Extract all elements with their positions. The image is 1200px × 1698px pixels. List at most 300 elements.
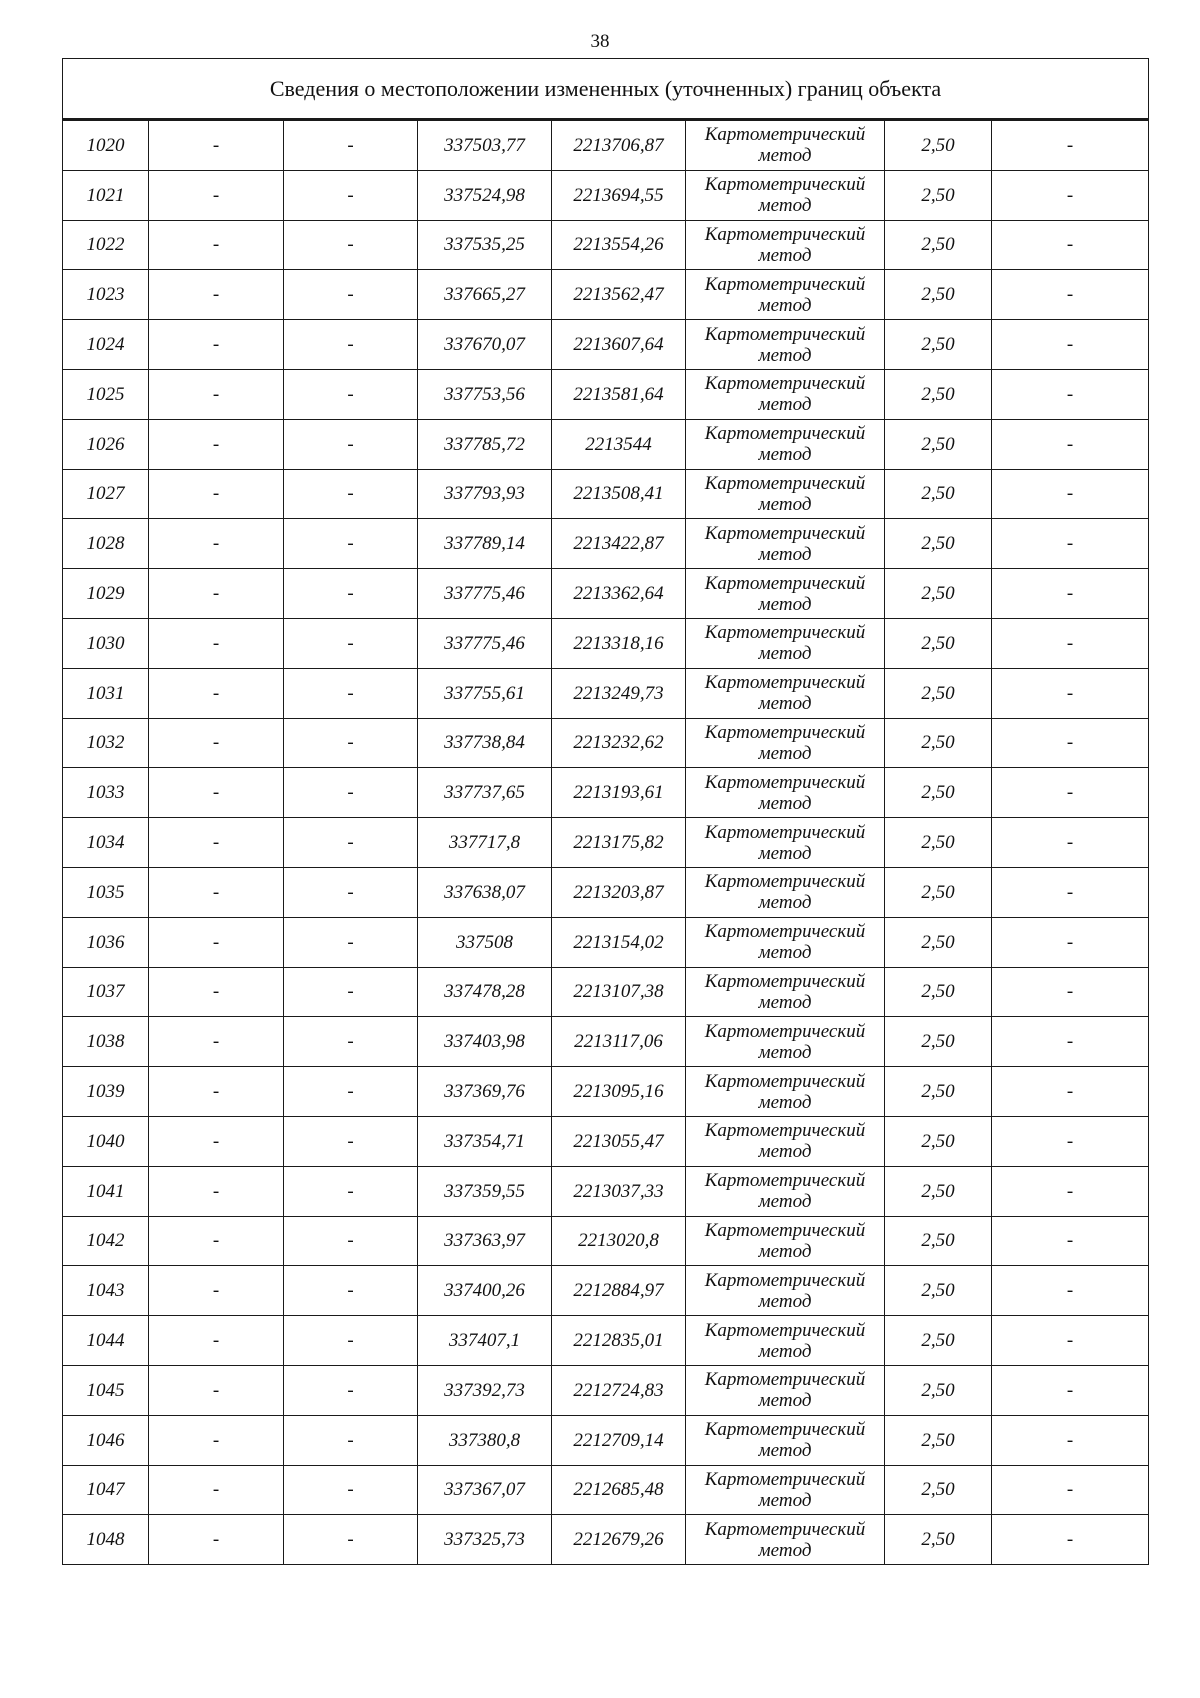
- method-text: Картометрический: [704, 1070, 866, 1092]
- y-coordinate-cell: 2213232,62: [552, 718, 686, 768]
- empty-cell: -: [284, 768, 418, 818]
- empty-cell: -: [149, 1415, 284, 1465]
- y-coordinate-cell: 2213037,33: [552, 1166, 686, 1216]
- method-text: Картометрический: [704, 423, 866, 445]
- y-coordinate-cell: 2213362,64: [552, 569, 686, 619]
- point-number-cell: 1041: [63, 1166, 149, 1216]
- x-coordinate-cell: 337670,07: [418, 320, 552, 370]
- empty-cell: -: [992, 668, 1149, 718]
- y-coordinate-cell: 2213249,73: [552, 668, 686, 718]
- table-row: [63, 120, 1149, 171]
- table-row: [63, 369, 1149, 419]
- table-row: [63, 1216, 1149, 1266]
- empty-cell: -: [149, 369, 284, 419]
- empty-cell: -: [992, 768, 1149, 818]
- accuracy-cell: 2,50: [885, 1067, 992, 1117]
- empty-cell: -: [149, 718, 284, 768]
- accuracy-cell: 2,50: [885, 569, 992, 619]
- x-coordinate-cell: 337755,61: [418, 668, 552, 718]
- accuracy-cell: 2,50: [885, 1415, 992, 1465]
- method-text: метод: [758, 145, 812, 167]
- empty-cell: -: [284, 1017, 418, 1067]
- empty-cell: -: [284, 1067, 418, 1117]
- method-cell: [686, 1465, 885, 1515]
- y-coordinate-cell: 2213175,82: [552, 818, 686, 868]
- empty-cell: -: [992, 967, 1149, 1017]
- accuracy-cell: 2,50: [885, 1017, 992, 1067]
- accuracy-cell: 2,50: [885, 120, 992, 171]
- method-text: метод: [758, 493, 812, 515]
- empty-cell: -: [992, 1515, 1149, 1565]
- empty-cell: -: [992, 1216, 1149, 1266]
- method-cell: [686, 569, 885, 619]
- empty-cell: -: [149, 120, 284, 171]
- table-row: [63, 1515, 1149, 1565]
- y-coordinate-cell: 2213706,87: [552, 120, 686, 171]
- empty-cell: -: [992, 369, 1149, 419]
- empty-cell: -: [149, 618, 284, 668]
- method-text: Картометрический: [704, 871, 866, 893]
- x-coordinate-cell: 337403,98: [418, 1017, 552, 1067]
- method-cell: [686, 369, 885, 419]
- method-cell: [686, 917, 885, 967]
- empty-cell: -: [149, 818, 284, 868]
- empty-cell: -: [992, 1415, 1149, 1465]
- x-coordinate-cell: 337785,72: [418, 419, 552, 469]
- x-coordinate-cell: 337508: [418, 917, 552, 967]
- point-number-cell: 1048: [63, 1515, 149, 1565]
- empty-cell: -: [284, 818, 418, 868]
- table-row: [63, 718, 1149, 768]
- method-text: метод: [758, 942, 812, 964]
- accuracy-cell: 2,50: [885, 718, 992, 768]
- method-text: метод: [758, 195, 812, 217]
- accuracy-cell: 2,50: [885, 1216, 992, 1266]
- table-row: [63, 170, 1149, 220]
- method-text: Картометрический: [704, 1269, 866, 1291]
- x-coordinate-cell: 337717,8: [418, 818, 552, 868]
- point-number-cell: 1034: [63, 818, 149, 868]
- method-text: метод: [758, 1539, 812, 1561]
- empty-cell: -: [149, 519, 284, 569]
- accuracy-cell: 2,50: [885, 519, 992, 569]
- method-text: Картометрический: [704, 1419, 866, 1441]
- empty-cell: -: [992, 120, 1149, 171]
- y-coordinate-cell: 2213508,41: [552, 469, 686, 519]
- x-coordinate-cell: 337793,93: [418, 469, 552, 519]
- y-coordinate-cell: 2213203,87: [552, 867, 686, 917]
- empty-cell: -: [992, 1365, 1149, 1415]
- empty-cell: -: [284, 1166, 418, 1216]
- empty-cell: -: [149, 1166, 284, 1216]
- method-text: Картометрический: [704, 572, 866, 594]
- method-cell: [686, 170, 885, 220]
- y-coordinate-cell: 2213544: [552, 419, 686, 469]
- empty-cell: -: [992, 818, 1149, 868]
- empty-cell: -: [992, 270, 1149, 320]
- point-number-cell: 1043: [63, 1266, 149, 1316]
- point-number-cell: 1035: [63, 867, 149, 917]
- y-coordinate-cell: 2213694,55: [552, 170, 686, 220]
- empty-cell: -: [284, 170, 418, 220]
- accuracy-cell: 2,50: [885, 867, 992, 917]
- accuracy-cell: 2,50: [885, 469, 992, 519]
- method-cell: [686, 220, 885, 270]
- x-coordinate-cell: 337738,84: [418, 718, 552, 768]
- table-row: [63, 867, 1149, 917]
- empty-cell: -: [149, 1216, 284, 1266]
- point-number-cell: 1020: [63, 120, 149, 171]
- y-coordinate-cell: 2213422,87: [552, 519, 686, 569]
- y-coordinate-cell: 2213581,64: [552, 369, 686, 419]
- y-coordinate-cell: 2213020,8: [552, 1216, 686, 1266]
- method-cell: [686, 120, 885, 171]
- point-number-cell: 1040: [63, 1116, 149, 1166]
- empty-cell: -: [284, 668, 418, 718]
- empty-cell: -: [149, 867, 284, 917]
- y-coordinate-cell: 2213554,26: [552, 220, 686, 270]
- empty-cell: -: [284, 917, 418, 967]
- point-number-cell: 1021: [63, 170, 149, 220]
- empty-cell: -: [992, 519, 1149, 569]
- empty-cell: -: [992, 1067, 1149, 1117]
- method-text: Картометрический: [704, 223, 866, 245]
- empty-cell: -: [992, 320, 1149, 370]
- empty-cell: -: [284, 569, 418, 619]
- table-row: [63, 1017, 1149, 1067]
- empty-cell: -: [992, 220, 1149, 270]
- method-cell: [686, 1316, 885, 1366]
- x-coordinate-cell: 337638,07: [418, 867, 552, 917]
- method-text: Картометрический: [704, 1468, 866, 1490]
- empty-cell: -: [149, 668, 284, 718]
- method-cell: [686, 469, 885, 519]
- table-row: [63, 569, 1149, 619]
- point-number-cell: 1023: [63, 270, 149, 320]
- empty-cell: -: [284, 419, 418, 469]
- method-cell: [686, 1166, 885, 1216]
- method-cell: [686, 1116, 885, 1166]
- method-text: Картометрический: [704, 522, 866, 544]
- point-number-cell: 1032: [63, 718, 149, 768]
- method-cell: [686, 519, 885, 569]
- boundary-table: [62, 58, 1149, 1565]
- empty-cell: -: [284, 1465, 418, 1515]
- method-cell: [686, 618, 885, 668]
- method-text: метод: [758, 742, 812, 764]
- x-coordinate-cell: 337737,65: [418, 768, 552, 818]
- method-text: метод: [758, 1091, 812, 1113]
- accuracy-cell: 2,50: [885, 618, 992, 668]
- method-cell: [686, 419, 885, 469]
- table-row: [63, 1365, 1149, 1415]
- method-text: метод: [758, 1041, 812, 1063]
- accuracy-cell: 2,50: [885, 170, 992, 220]
- method-cell: [686, 718, 885, 768]
- y-coordinate-cell: 2213154,02: [552, 917, 686, 967]
- empty-cell: -: [284, 519, 418, 569]
- y-coordinate-cell: 2213318,16: [552, 618, 686, 668]
- method-text: Картометрический: [704, 622, 866, 644]
- empty-cell: -: [284, 1316, 418, 1366]
- empty-cell: -: [992, 718, 1149, 768]
- empty-cell: -: [992, 917, 1149, 967]
- method-text: Картометрический: [704, 472, 866, 494]
- empty-cell: -: [992, 867, 1149, 917]
- empty-cell: -: [992, 569, 1149, 619]
- accuracy-cell: 2,50: [885, 419, 992, 469]
- table-row: [63, 320, 1149, 370]
- y-coordinate-cell: 2213055,47: [552, 1116, 686, 1166]
- method-cell: [686, 668, 885, 718]
- method-text: Картометрический: [704, 821, 866, 843]
- empty-cell: -: [149, 320, 284, 370]
- accuracy-cell: 2,50: [885, 1465, 992, 1515]
- table-row: [63, 419, 1149, 469]
- empty-cell: -: [284, 120, 418, 171]
- method-cell: [686, 1515, 885, 1565]
- table-row: [63, 668, 1149, 718]
- empty-cell: -: [284, 220, 418, 270]
- accuracy-cell: 2,50: [885, 320, 992, 370]
- point-number-cell: 1033: [63, 768, 149, 818]
- y-coordinate-cell: 2213193,61: [552, 768, 686, 818]
- method-text: Картометрический: [704, 1518, 866, 1540]
- empty-cell: -: [284, 1116, 418, 1166]
- x-coordinate-cell: 337478,28: [418, 967, 552, 1017]
- method-text: Картометрический: [704, 1020, 866, 1042]
- x-coordinate-cell: 337380,8: [418, 1415, 552, 1465]
- x-coordinate-cell: 337503,77: [418, 120, 552, 171]
- point-number-cell: 1046: [63, 1415, 149, 1465]
- point-number-cell: 1026: [63, 419, 149, 469]
- method-cell: [686, 1017, 885, 1067]
- method-text: метод: [758, 244, 812, 266]
- empty-cell: -: [992, 1166, 1149, 1216]
- point-number-cell: 1044: [63, 1316, 149, 1366]
- point-number-cell: 1027: [63, 469, 149, 519]
- empty-cell: -: [149, 967, 284, 1017]
- method-text: метод: [758, 1489, 812, 1511]
- method-text: метод: [758, 1290, 812, 1312]
- empty-cell: -: [284, 618, 418, 668]
- method-cell: [686, 1415, 885, 1465]
- method-text: Картометрический: [704, 970, 866, 992]
- point-number-cell: 1025: [63, 369, 149, 419]
- x-coordinate-cell: 337753,56: [418, 369, 552, 419]
- method-text: Картометрический: [704, 273, 866, 295]
- accuracy-cell: 2,50: [885, 270, 992, 320]
- y-coordinate-cell: 2212724,83: [552, 1365, 686, 1415]
- accuracy-cell: 2,50: [885, 369, 992, 419]
- table-row: [63, 469, 1149, 519]
- method-text: Картометрический: [704, 1219, 866, 1241]
- empty-cell: -: [992, 1116, 1149, 1166]
- method-text: Картометрический: [704, 174, 866, 196]
- accuracy-cell: 2,50: [885, 1266, 992, 1316]
- x-coordinate-cell: 337665,27: [418, 270, 552, 320]
- method-text: Картометрический: [704, 1170, 866, 1192]
- empty-cell: -: [284, 1415, 418, 1465]
- point-number-cell: 1045: [63, 1365, 149, 1415]
- empty-cell: -: [992, 1017, 1149, 1067]
- empty-cell: -: [284, 1216, 418, 1266]
- x-coordinate-cell: 337775,46: [418, 569, 552, 619]
- table-row: [63, 1266, 1149, 1316]
- point-number-cell: 1042: [63, 1216, 149, 1266]
- y-coordinate-cell: 2212709,14: [552, 1415, 686, 1465]
- empty-cell: -: [284, 718, 418, 768]
- method-text: метод: [758, 394, 812, 416]
- empty-cell: -: [149, 469, 284, 519]
- method-text: Картометрический: [704, 921, 866, 943]
- accuracy-cell: 2,50: [885, 1515, 992, 1565]
- method-text: метод: [758, 1191, 812, 1213]
- empty-cell: -: [992, 469, 1149, 519]
- table-row: [63, 768, 1149, 818]
- point-number-cell: 1037: [63, 967, 149, 1017]
- method-text: Картометрический: [704, 721, 866, 743]
- method-text: метод: [758, 1340, 812, 1362]
- y-coordinate-cell: 2213107,38: [552, 967, 686, 1017]
- table-row: [63, 1166, 1149, 1216]
- x-coordinate-cell: 337359,55: [418, 1166, 552, 1216]
- method-text: метод: [758, 693, 812, 715]
- table-row: [63, 618, 1149, 668]
- method-text: метод: [758, 1240, 812, 1262]
- method-text: Картометрический: [704, 672, 866, 694]
- page-number: 38: [590, 31, 610, 52]
- empty-cell: -: [149, 1515, 284, 1565]
- method-text: метод: [758, 792, 812, 814]
- method-cell: [686, 1216, 885, 1266]
- method-text: Картометрический: [704, 323, 866, 345]
- empty-cell: -: [992, 618, 1149, 668]
- method-text: метод: [758, 842, 812, 864]
- table-row: [63, 270, 1149, 320]
- x-coordinate-cell: 337325,73: [418, 1515, 552, 1565]
- y-coordinate-cell: 2213095,16: [552, 1067, 686, 1117]
- method-cell: [686, 270, 885, 320]
- empty-cell: -: [992, 170, 1149, 220]
- table-row: [63, 1465, 1149, 1515]
- table-row: [63, 519, 1149, 569]
- x-coordinate-cell: 337524,98: [418, 170, 552, 220]
- x-coordinate-cell: 337363,97: [418, 1216, 552, 1266]
- table-row: [63, 967, 1149, 1017]
- accuracy-cell: 2,50: [885, 917, 992, 967]
- point-number-cell: 1029: [63, 569, 149, 619]
- x-coordinate-cell: 337775,46: [418, 618, 552, 668]
- y-coordinate-cell: 2212685,48: [552, 1465, 686, 1515]
- table-row: [63, 1415, 1149, 1465]
- point-number-cell: 1039: [63, 1067, 149, 1117]
- method-text: метод: [758, 593, 812, 615]
- table-row: [63, 1067, 1149, 1117]
- empty-cell: -: [149, 1017, 284, 1067]
- point-number-cell: 1024: [63, 320, 149, 370]
- empty-cell: -: [992, 419, 1149, 469]
- empty-cell: -: [149, 419, 284, 469]
- accuracy-cell: 2,50: [885, 818, 992, 868]
- x-coordinate-cell: 337535,25: [418, 220, 552, 270]
- method-cell: [686, 1067, 885, 1117]
- empty-cell: -: [149, 270, 284, 320]
- accuracy-cell: 2,50: [885, 768, 992, 818]
- method-cell: [686, 867, 885, 917]
- point-number-cell: 1038: [63, 1017, 149, 1067]
- method-text: Картометрический: [704, 1369, 866, 1391]
- x-coordinate-cell: 337369,76: [418, 1067, 552, 1117]
- method-text: метод: [758, 643, 812, 665]
- method-text: метод: [758, 991, 812, 1013]
- empty-cell: -: [284, 1365, 418, 1415]
- x-coordinate-cell: 337789,14: [418, 519, 552, 569]
- empty-cell: -: [284, 320, 418, 370]
- method-text: метод: [758, 543, 812, 565]
- method-cell: [686, 1266, 885, 1316]
- table-row: [63, 1116, 1149, 1166]
- method-text: Картометрический: [704, 771, 866, 793]
- empty-cell: -: [992, 1465, 1149, 1515]
- y-coordinate-cell: 2213117,06: [552, 1017, 686, 1067]
- empty-cell: -: [149, 1316, 284, 1366]
- accuracy-cell: 2,50: [885, 1316, 992, 1366]
- point-number-cell: 1031: [63, 668, 149, 718]
- method-cell: [686, 967, 885, 1017]
- method-cell: [686, 818, 885, 868]
- method-text: метод: [758, 1390, 812, 1412]
- x-coordinate-cell: 337400,26: [418, 1266, 552, 1316]
- empty-cell: -: [149, 917, 284, 967]
- method-text: Картометрический: [704, 1319, 866, 1341]
- empty-cell: -: [992, 1266, 1149, 1316]
- table-row: [63, 818, 1149, 868]
- point-number-cell: 1047: [63, 1465, 149, 1515]
- empty-cell: -: [284, 469, 418, 519]
- empty-cell: -: [149, 768, 284, 818]
- y-coordinate-cell: 2212679,26: [552, 1515, 686, 1565]
- method-text: метод: [758, 344, 812, 366]
- x-coordinate-cell: 337392,73: [418, 1365, 552, 1415]
- method-text: метод: [758, 892, 812, 914]
- accuracy-cell: 2,50: [885, 668, 992, 718]
- accuracy-cell: 2,50: [885, 220, 992, 270]
- method-cell: [686, 320, 885, 370]
- x-coordinate-cell: 337354,71: [418, 1116, 552, 1166]
- y-coordinate-cell: 2212835,01: [552, 1316, 686, 1366]
- empty-cell: -: [149, 1266, 284, 1316]
- empty-cell: -: [149, 1365, 284, 1415]
- x-coordinate-cell: 337407,1: [418, 1316, 552, 1366]
- method-text: метод: [758, 294, 812, 316]
- empty-cell: -: [284, 270, 418, 320]
- empty-cell: -: [284, 967, 418, 1017]
- point-number-cell: 1030: [63, 618, 149, 668]
- table-row: [63, 220, 1149, 270]
- method-text: Картометрический: [704, 124, 866, 146]
- empty-cell: -: [149, 1067, 284, 1117]
- accuracy-cell: 2,50: [885, 1166, 992, 1216]
- empty-cell: -: [284, 1266, 418, 1316]
- empty-cell: -: [149, 1465, 284, 1515]
- empty-cell: -: [284, 1515, 418, 1565]
- point-number-cell: 1036: [63, 917, 149, 967]
- empty-cell: -: [149, 1116, 284, 1166]
- method-text: Картометрический: [704, 1120, 866, 1142]
- empty-cell: -: [992, 1316, 1149, 1366]
- method-cell: [686, 768, 885, 818]
